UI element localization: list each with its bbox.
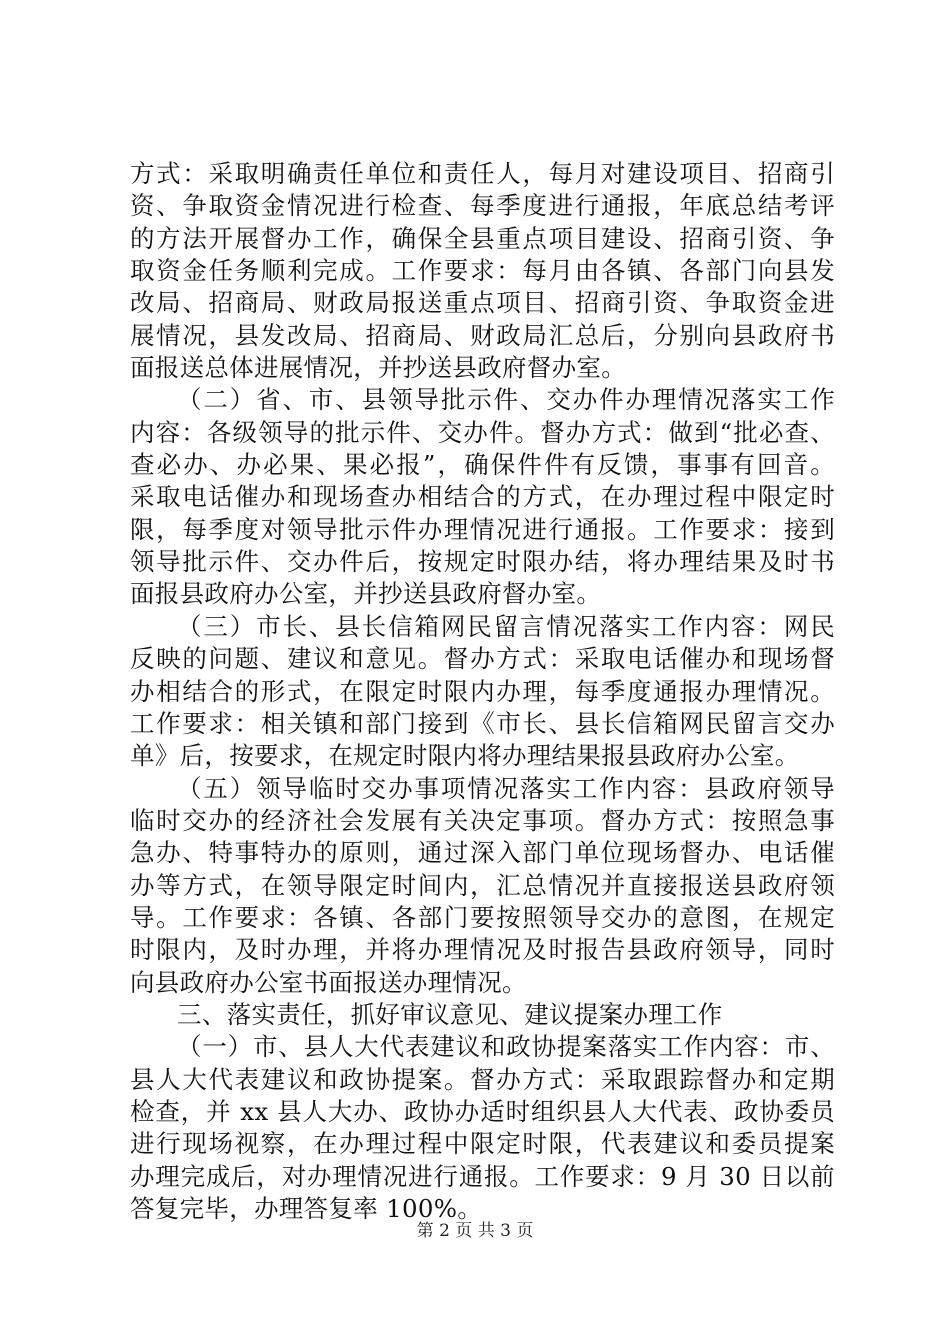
text-line: （三）市长、县长信箱网民留言情况落实工作内容：网民 bbox=[177, 611, 835, 641]
text-line: 县人大代表建议和政协提案。督办方式：采取跟踪督办和定期 bbox=[130, 1064, 835, 1094]
text-line: （五）领导临时交办事项情况落实工作内容：县政府领导 bbox=[177, 773, 835, 803]
text-line: 资、争取资金情况进行检查、每季度进行通报，年底总结考评 bbox=[130, 191, 835, 221]
text-line: 查必办、办必果、果必报”，确保件件有反馈，事事有回音。 bbox=[130, 450, 835, 480]
text-line: 向县政府办公室书面报送办理情况。 bbox=[130, 967, 527, 997]
text-line: 取资金任务顺利完成。工作要求：每月由各镇、各部门向县发 bbox=[130, 256, 835, 286]
text-line: 急办、特事特办的原则，通过深入部门单位现场督办、电话催 bbox=[130, 838, 835, 868]
text-line: 临时交办的经济社会发展有关决定事项。督办方式：按照急事 bbox=[130, 805, 835, 835]
text-line: 办相结合的形式，在限定时限内办理，每季度通报办理情况。 bbox=[130, 676, 835, 706]
text-line: 展情况，县发改局、招商局、财政局汇总后，分别向县政府书 bbox=[130, 320, 835, 350]
text-line: 面报送总体进展情况，并抄送县政府督办室。 bbox=[130, 353, 626, 383]
text-line: 单》后，按要求，在规定时限内将办理结果报县政府办公室。 bbox=[130, 741, 800, 771]
text-line: （一）市、县人大代表建议和政协提案落实工作内容：市、 bbox=[177, 1032, 835, 1062]
text-line: 导。工作要求：各镇、各部门要按照领导交办的意图，在规定 bbox=[130, 902, 835, 932]
text-line: 答复完毕，办理答复率 100%。 bbox=[130, 1194, 483, 1223]
text-line: 办等方式，在领导限定时间内，汇总情况并直接报送县政府领 bbox=[130, 870, 835, 900]
text-line: 领导批示件、交办件后，按规定时限办结，将办理结果及时书 bbox=[130, 547, 835, 577]
text-line: 采取电话催办和现场查办相结合的方式，在办理过程中限定时 bbox=[130, 482, 835, 512]
document-body bbox=[130, 158, 835, 1225]
text-line: （二）省、市、县领导批示件、交办件办理情况落实工作 bbox=[177, 385, 835, 415]
text-line: 办理完成后，对办理情况进行通报。工作要求：9 月 30 日以前 bbox=[130, 1161, 835, 1191]
text-line: 内容：各级领导的批示件、交办件。督办方式：做到“批必查、 bbox=[130, 417, 835, 447]
text-line: 方式：采取明确责任单位和责任人，每月对建设项目、招商引 bbox=[130, 159, 835, 188]
text-line: 时限内，及时办理，并将办理情况及时报告县政府领导，同时 bbox=[130, 935, 835, 965]
text-line: 限，每季度对领导批示件办理情况进行通报。工作要求：接到 bbox=[130, 514, 835, 544]
text-line: 的方法开展督办工作，确保全县重点项目建设、招商引资、争 bbox=[130, 223, 835, 253]
text-line: 三、落实责任，抓好审议意见、建议提案办理工作 bbox=[177, 999, 723, 1029]
text-line: 反映的问题、建议和意见。督办方式：采取电话催办和现场督 bbox=[130, 644, 835, 674]
text-line: 检查，并 xx 县人大办、政协办适时组织县人大代表、政协委员 bbox=[130, 1096, 835, 1126]
text-line: 面报县政府办公室，并抄送县政府督办室。 bbox=[130, 579, 602, 609]
text-line: 进行现场视察，在办理过程中限定时限，代表建议和委员提案 bbox=[130, 1129, 835, 1159]
text-line: 改局、招商局、财政局报送重点项目、招商引资、争取资金进 bbox=[130, 288, 835, 318]
text-line: 工作要求：相关镇和部门接到《市长、县长信箱网民留言交办 bbox=[130, 708, 835, 738]
page-footer: 第 2 页 共 3 页 bbox=[416, 1221, 534, 1241]
